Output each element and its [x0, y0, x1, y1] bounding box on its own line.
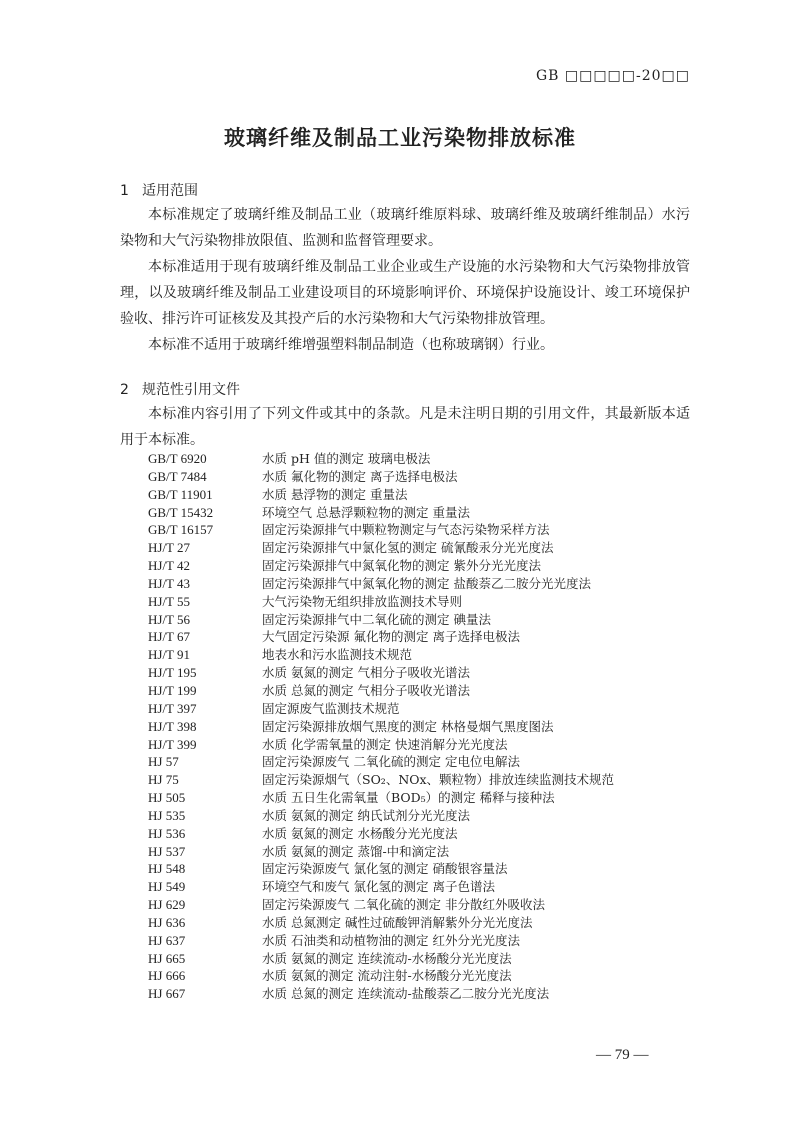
reference-title: 固定污染源排气中氯化氢的测定 硫氰酸汞分光光度法: [262, 540, 554, 556]
reference-list: [148, 450, 614, 1003]
reference-code: HJ/T 67: [148, 629, 191, 645]
reference-item: [148, 807, 614, 825]
reference-title: 固定污染源排气中氮氧化物的测定 紫外分光光度法: [262, 558, 541, 574]
reference-item: [148, 539, 614, 557]
reference-item: [148, 700, 614, 718]
reference-title: 水质 石油类和动植物油的测定 红外分光光度法: [262, 932, 520, 948]
reference-item: [148, 736, 614, 754]
reference-item: [148, 557, 614, 575]
reference-title: 固定污染源排气中二氧化硫的测定 碘量法: [262, 611, 491, 627]
reference-item: [148, 468, 614, 486]
reference-item: [148, 932, 614, 950]
page-number: — 79 —: [596, 1047, 649, 1063]
reference-code: HJ/T 399: [148, 736, 197, 752]
reference-code: HJ/T 55: [148, 593, 191, 609]
reference-code: HJ 666: [148, 968, 186, 984]
reference-title: 水质 五日生化需氧量（BOD₅）的测定 稀释与接种法: [262, 790, 555, 806]
reference-item: [148, 985, 614, 1003]
reference-title: 环境空气 总悬浮颗粒物的测定 重量法: [262, 504, 470, 520]
reference-code: HJ/T 199: [148, 682, 197, 698]
reference-title: 水质 总氮测定 碱性过硫酸钾消解紫外分光光度法: [262, 914, 533, 930]
reference-title: 水质 氨氮的测定 水杨酸分光光度法: [262, 825, 458, 841]
reference-code: HJ/T 195: [148, 665, 197, 681]
reference-item: [148, 521, 614, 539]
reference-title: 水质 氨氮的测定 连续流动-水杨酸分光光度法: [262, 950, 512, 966]
reference-title: 固定污染源排放烟气黑度的测定 林格曼烟气黑度图法: [262, 718, 554, 734]
reference-code: HJ 636: [148, 914, 186, 930]
reference-item: [148, 967, 614, 985]
reference-title: 固定污染源废气 二氧化硫的测定 非分散红外吸收法: [262, 897, 545, 913]
reference-code: GB/T 16157: [148, 522, 214, 538]
reference-title: 固定污染源废气 二氧化硫的测定 定电位电解法: [262, 754, 520, 770]
reference-title: 环境空气和废气 氯化氢的测定 离子色谱法: [262, 879, 495, 895]
section-title: 规范性引用文件: [142, 382, 240, 398]
reference-title: 大气污染物无组织排放监测技术导则: [262, 593, 463, 609]
reference-code: GB/T 15432: [148, 504, 214, 520]
section-number: 1: [120, 183, 129, 199]
reference-code: HJ 665: [148, 950, 186, 966]
reference-item: [148, 843, 614, 861]
reference-title: 水质 pH 值的测定 玻璃电极法: [262, 451, 431, 466]
reference-title: 大气固定污染源 氟化物的测定 离子选择电极法: [262, 629, 520, 645]
section-heading-scope: [120, 180, 198, 200]
reference-title: 水质 化学需氧量的测定 快速消解分光光度法: [262, 736, 508, 752]
reference-code: HJ/T 42: [148, 558, 191, 574]
reference-code: GB/T 7484: [148, 468, 207, 484]
reference-item: [148, 771, 614, 789]
reference-code: GB/T 11901: [148, 486, 213, 502]
reference-title: 水质 总氮的测定 气相分子吸收光谱法: [262, 682, 470, 698]
reference-title: 水质 总氮的测定 连续流动-盐酸萘乙二胺分光光度法: [262, 986, 550, 1002]
reference-title: 水质 氨氮的测定 气相分子吸收光谱法: [262, 665, 470, 681]
section-title: 适用范围: [142, 183, 198, 199]
paragraph: 本标准规定了玻璃纤维及制品工业（玻璃纤维原料球、玻璃纤维及玻璃纤维制品）水污染物和大气污染物排放限值、监测和监督管理要求。: [120, 207, 690, 249]
reference-code: HJ/T 398: [148, 718, 197, 734]
reference-code: GB/T 6920: [148, 451, 207, 466]
reference-code: HJ 57: [148, 754, 179, 770]
reference-code: HJ 549: [148, 879, 186, 895]
reference-title: 水质 氨氮的测定 流动注射-水杨酸分光光度法: [262, 968, 512, 984]
reference-title: 固定源废气监测技术规范: [262, 700, 400, 716]
reference-item: [148, 753, 614, 771]
reference-item: [148, 486, 614, 504]
reference-code: HJ/T 56: [148, 611, 191, 627]
reference-item: [148, 878, 614, 896]
reference-code: HJ 505: [148, 790, 186, 806]
reference-title: 水质 氟化物的测定 离子选择电极法: [262, 468, 458, 484]
reference-title: 固定污染源排气中颗粒物测定与气态污染物采样方法: [262, 522, 550, 538]
reference-title: 固定污染源烟气（SO₂、NOx、颗粒物）排放连续监测技术规范: [262, 772, 615, 788]
page-title: 玻璃纤维及制品工业污染物排放标准: [224, 126, 576, 150]
reference-item: [148, 950, 614, 968]
reference-title: 固定污染源排气中氮氧化物的测定 盐酸萘乙二胺分光光度法: [262, 575, 591, 591]
reference-code: HJ/T 91: [148, 647, 191, 663]
reference-code: HJ/T 27: [148, 540, 191, 556]
reference-item: [148, 896, 614, 914]
section-heading-references: [120, 379, 240, 399]
reference-item: [148, 593, 614, 611]
reference-code: HJ/T 43: [148, 575, 191, 591]
paragraph: 本标准适用于现有玻璃纤维及制品工业企业或生产设施的水污染物和大气污染物排放管理，以及玻璃纤维及制品工业建设项目的环境影响评价、环境保护设施设计、竣工环境保护验收、排污许可证核发及其投产后的水污染物和大气污染物排放管理。: [120, 259, 690, 327]
paragraph: 本标准内容引用了下列文件或其中的条款。凡是未注明日期的引用文件，其最新版本适用于本标准。: [120, 406, 690, 448]
reference-code: HJ 629: [148, 897, 186, 913]
reference-item: [148, 450, 614, 468]
reference-code: HJ 535: [148, 807, 186, 823]
section-number: 2: [120, 382, 129, 398]
reference-item: [148, 575, 614, 593]
reference-item: [148, 664, 614, 682]
reference-title: 水质 悬浮物的测定 重量法: [262, 486, 408, 502]
reference-title: 地表水和污水监测技术规范: [262, 647, 413, 663]
reference-item: [148, 504, 614, 522]
reference-code: HJ 667: [148, 986, 186, 1002]
reference-code: HJ 537: [148, 843, 186, 859]
reference-item: [148, 718, 614, 736]
reference-code: HJ 548: [148, 861, 186, 877]
reference-item: [148, 789, 614, 807]
reference-item: [148, 611, 614, 629]
reference-item: [148, 646, 614, 664]
reference-title: 水质 氨氮的测定 蒸馏-中和滴定法: [262, 843, 450, 859]
reference-code: HJ 536: [148, 825, 186, 841]
reference-item: [148, 682, 614, 700]
reference-item: [148, 914, 614, 932]
reference-item: [148, 825, 614, 843]
reference-code: HJ/T 397: [148, 700, 197, 716]
reference-code: HJ 75: [148, 772, 179, 788]
standard-number-header: GB □□□□□-20□□: [535, 68, 690, 84]
paragraph: 本标准不适用于玻璃纤维增强塑料制品制造（也称玻璃钢）行业。: [148, 337, 554, 353]
reference-title: 水质 氨氮的测定 纳氏试剂分光光度法: [262, 807, 470, 823]
reference-item: [148, 860, 614, 878]
reference-item: [148, 628, 614, 646]
reference-code: HJ 637: [148, 932, 186, 948]
reference-title: 固定污染源废气 氯化氢的测定 硝酸银容量法: [262, 861, 508, 877]
